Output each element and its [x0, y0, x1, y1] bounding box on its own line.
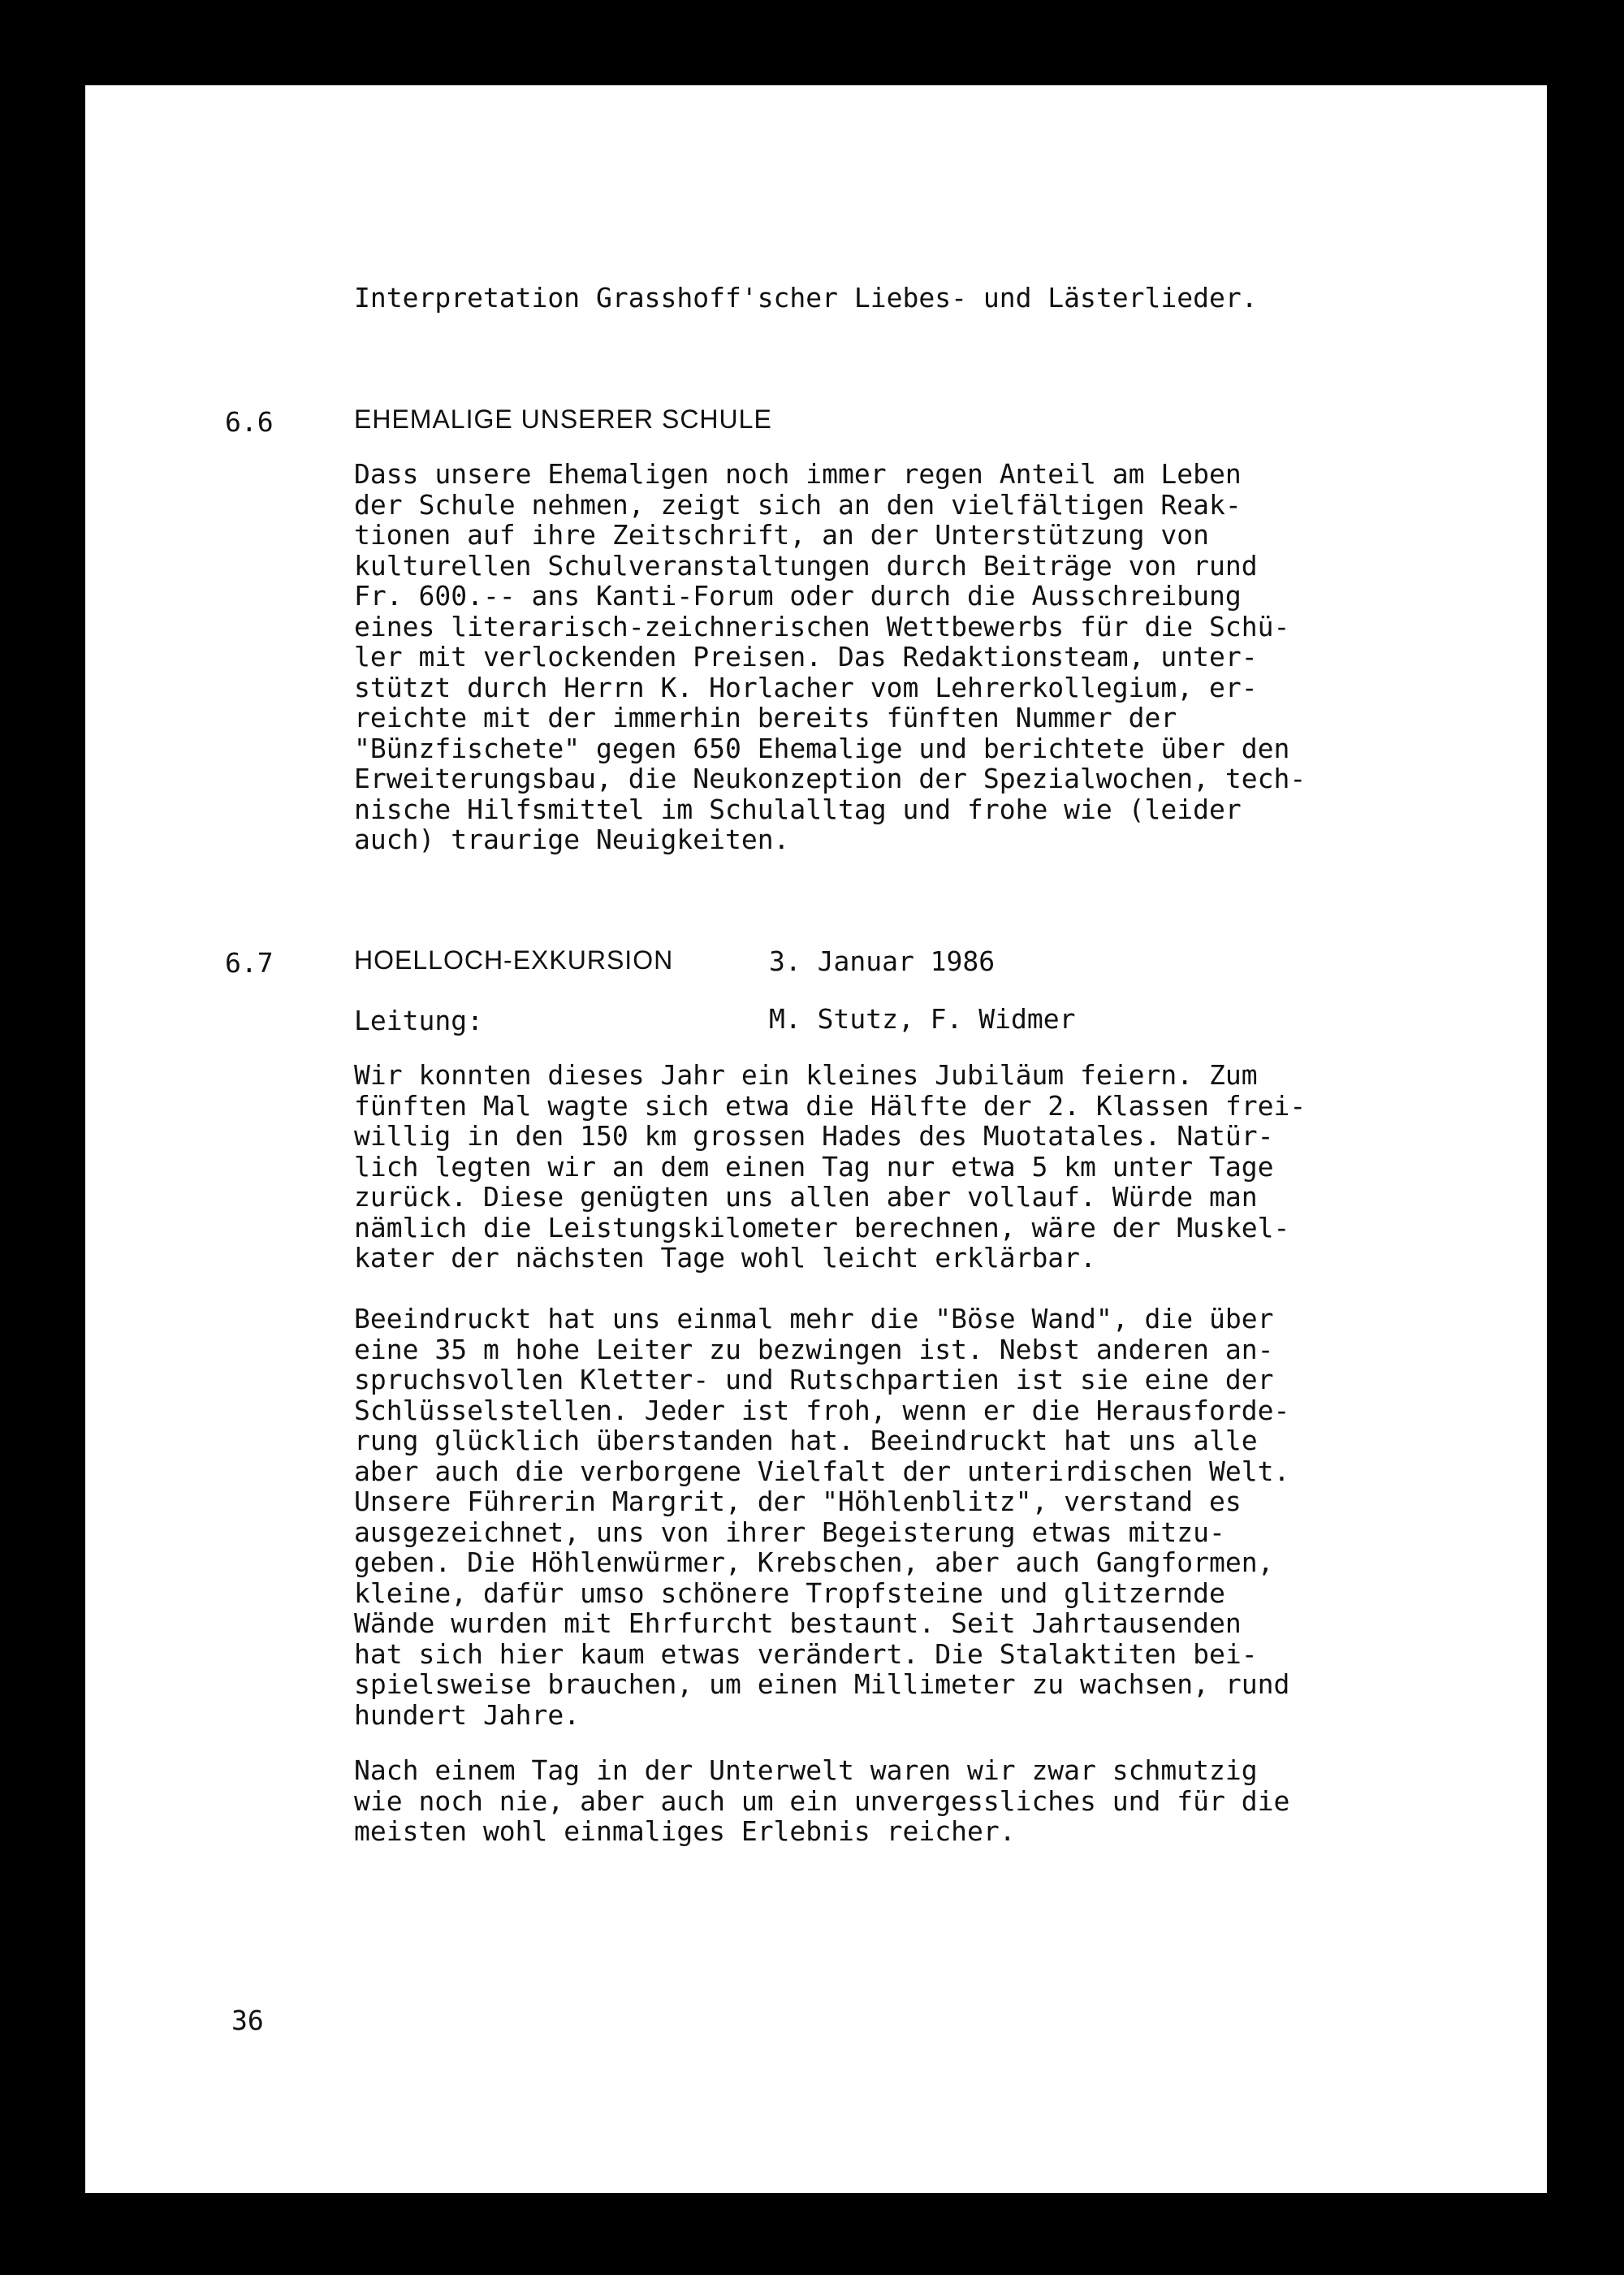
text-line: spielsweise brauchen, um einen Millimeter zu wachsen, rund: [354, 1668, 1290, 1700]
text-line: auch) traurige Neuigkeiten.: [354, 824, 790, 855]
text-line: spruchsvollen Kletter- und Rutschpartien ist sie eine der: [354, 1364, 1274, 1395]
text-line: kleine, dafür umso schönere Tropfsteine und glitzernde: [354, 1576, 1225, 1609]
text-line: ausgezeichnet, uns von ihrer Begeisterung etwas mitzu-: [354, 1516, 1225, 1548]
text-line: Fr. 600.-- ans Kanti-Forum oder durch die Ausschreibung: [354, 580, 1242, 612]
text-line: "Bünzfischete" gegen 650 Ehemalige und berichtete über den: [354, 732, 1290, 764]
text-line: tionen auf ihre Zeitschrift, an der Unterstützung von: [354, 519, 1209, 551]
text-line: Wir konnten dieses Jahr ein kleines Jubiläum feiern. Zum: [354, 1059, 1258, 1091]
text-line: ler mit verlockenden Preisen. Das Redaktionsteam, unter-: [354, 641, 1258, 673]
text-line: kulturellen Schulveranstaltungen durch Beiträge von rund: [354, 549, 1258, 582]
text-line: nämlich die Leistungskilometer berechnen, wäre der Muskel-: [354, 1211, 1290, 1243]
text-line: Beeindruckt hat uns einmal mehr die "Böse Wand", die über: [354, 1303, 1274, 1334]
section-6-7-paragraph-1: [354, 1060, 1531, 1274]
text-line: stützt durch Herrn K. Horlacher vom Lehrerkollegium, er-: [354, 671, 1258, 703]
text-line: meisten wohl einmaliges Erlebnis reicher.: [354, 1815, 1016, 1847]
text-line: willig in den 150 km grossen Hades des Muotatales. Natür-: [354, 1120, 1274, 1152]
leitung-value: M. Stutz, F. Widmer: [769, 1003, 1076, 1035]
leitung-label: Leitung:: [354, 1005, 483, 1036]
text-line: zurück. Diese genügten uns allen aber vollauf. Würde man: [354, 1181, 1258, 1213]
text-line: hundert Jahre.: [354, 1698, 581, 1731]
section-6-6-title: EHEMALIGE UNSERER SCHULE: [354, 404, 772, 434]
text-line: Schlüsselstellen. Jeder ist froh, wenn er die Herausforde-: [354, 1394, 1290, 1426]
section-6-7-number: 6.7: [225, 947, 274, 979]
text-line: reichte mit der immerhin bereits fünften Nummer der: [354, 702, 1177, 733]
text-line: fünften Mal wagte sich etwa die Hälfte der 2. Klassen frei-: [354, 1089, 1307, 1122]
text-line: Erweiterungsbau, die Neukonzeption der Spezialwochen, tech-: [354, 763, 1307, 794]
text-line: lich legten wir an dem einen Tag nur etwa 5 km unter Tage: [354, 1150, 1274, 1183]
document-page: [85, 85, 1547, 2193]
text-line: eine 35 m hohe Leiter zu bezwingen ist. Nebst anderen an-: [354, 1333, 1274, 1365]
section-6-7-paragraph-2: [354, 1304, 1531, 1730]
text-line: aber auch die verborgene Vielfalt der unterirdischen Welt.: [354, 1455, 1290, 1487]
text-line: kater der nächsten Tage wohl leicht erklärbar.: [354, 1242, 1096, 1274]
text-line: Nach einem Tag in der Unterwelt waren wir zwar schmutzig: [354, 1754, 1258, 1786]
section-6-7-title: HOELLOCH-EXKURSION: [354, 945, 674, 975]
section-6-6-paragraph: [354, 459, 1531, 855]
page-number: 36: [231, 2005, 264, 2036]
section-6-7-date: 3. Januar 1986: [769, 945, 996, 977]
text-line: rung glücklich überstanden hat. Beeindruckt hat uns alle: [354, 1425, 1258, 1456]
section-6-6-number: 6.6: [225, 406, 274, 438]
text-line: Dass unsere Ehemaligen noch immer regen Anteil am Leben: [354, 458, 1242, 490]
text-line: nische Hilfsmittel im Schulalltag und frohe wie (leider: [354, 793, 1242, 825]
section-6-7-paragraph-3: [354, 1755, 1531, 1847]
text-line: der Schule nehmen, zeigt sich an den vielfältigen Reak-: [354, 488, 1242, 521]
continuation-line: Interpretation Grasshoff'scher Liebes- und Lästerlieder.: [354, 282, 1258, 314]
text-line: eines literarisch-zeichnerischen Wettbewerbs für die Schü-: [354, 610, 1290, 642]
text-line: Wände wurden mit Ehrfurcht bestaunt. Seit Jahrtausenden: [354, 1607, 1242, 1639]
text-line: hat sich hier kaum etwas verändert. Die Stalaktiten bei-: [354, 1637, 1258, 1670]
text-line: geben. Die Höhlenwürmer, Krebschen, aber auch Gangformen,: [354, 1546, 1274, 1578]
text-line: wie noch nie, aber auch um ein unvergessliches und für die: [354, 1784, 1290, 1817]
text-line: Unsere Führerin Margrit, der "Höhlenblitz", verstand es: [354, 1486, 1242, 1517]
